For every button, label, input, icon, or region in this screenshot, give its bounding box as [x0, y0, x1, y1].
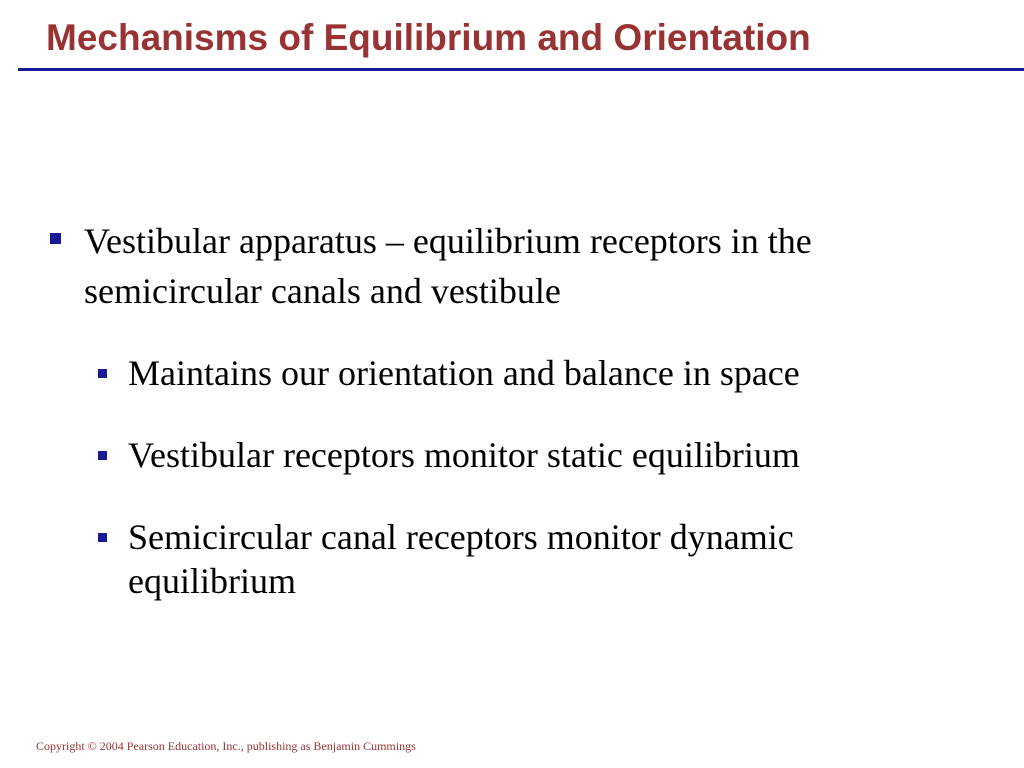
square-bullet-icon [98, 533, 107, 542]
sub-bullet-text: Semicircular canal receptors monitor dynamic equilibrium [128, 517, 794, 601]
bullet-text: Vestibular apparatus – equilibrium receptors in the semicircular canals and vestibule [84, 221, 812, 311]
sub-bullet-text: Maintains our orientation and balance in space [128, 353, 800, 393]
title-divider [18, 68, 1024, 71]
square-bullet-icon [98, 369, 107, 378]
slide-title: Mechanisms of Equilibrium and Orientation [46, 17, 811, 58]
square-bullet-icon [98, 451, 107, 460]
square-bullet-icon [50, 233, 61, 244]
copyright-footer: Copyright © 2004 Pearson Education, Inc., publishing as Benjamin Cummings [36, 739, 416, 753]
sub-bullet-text: Vestibular receptors monitor static equilibrium [128, 435, 800, 475]
